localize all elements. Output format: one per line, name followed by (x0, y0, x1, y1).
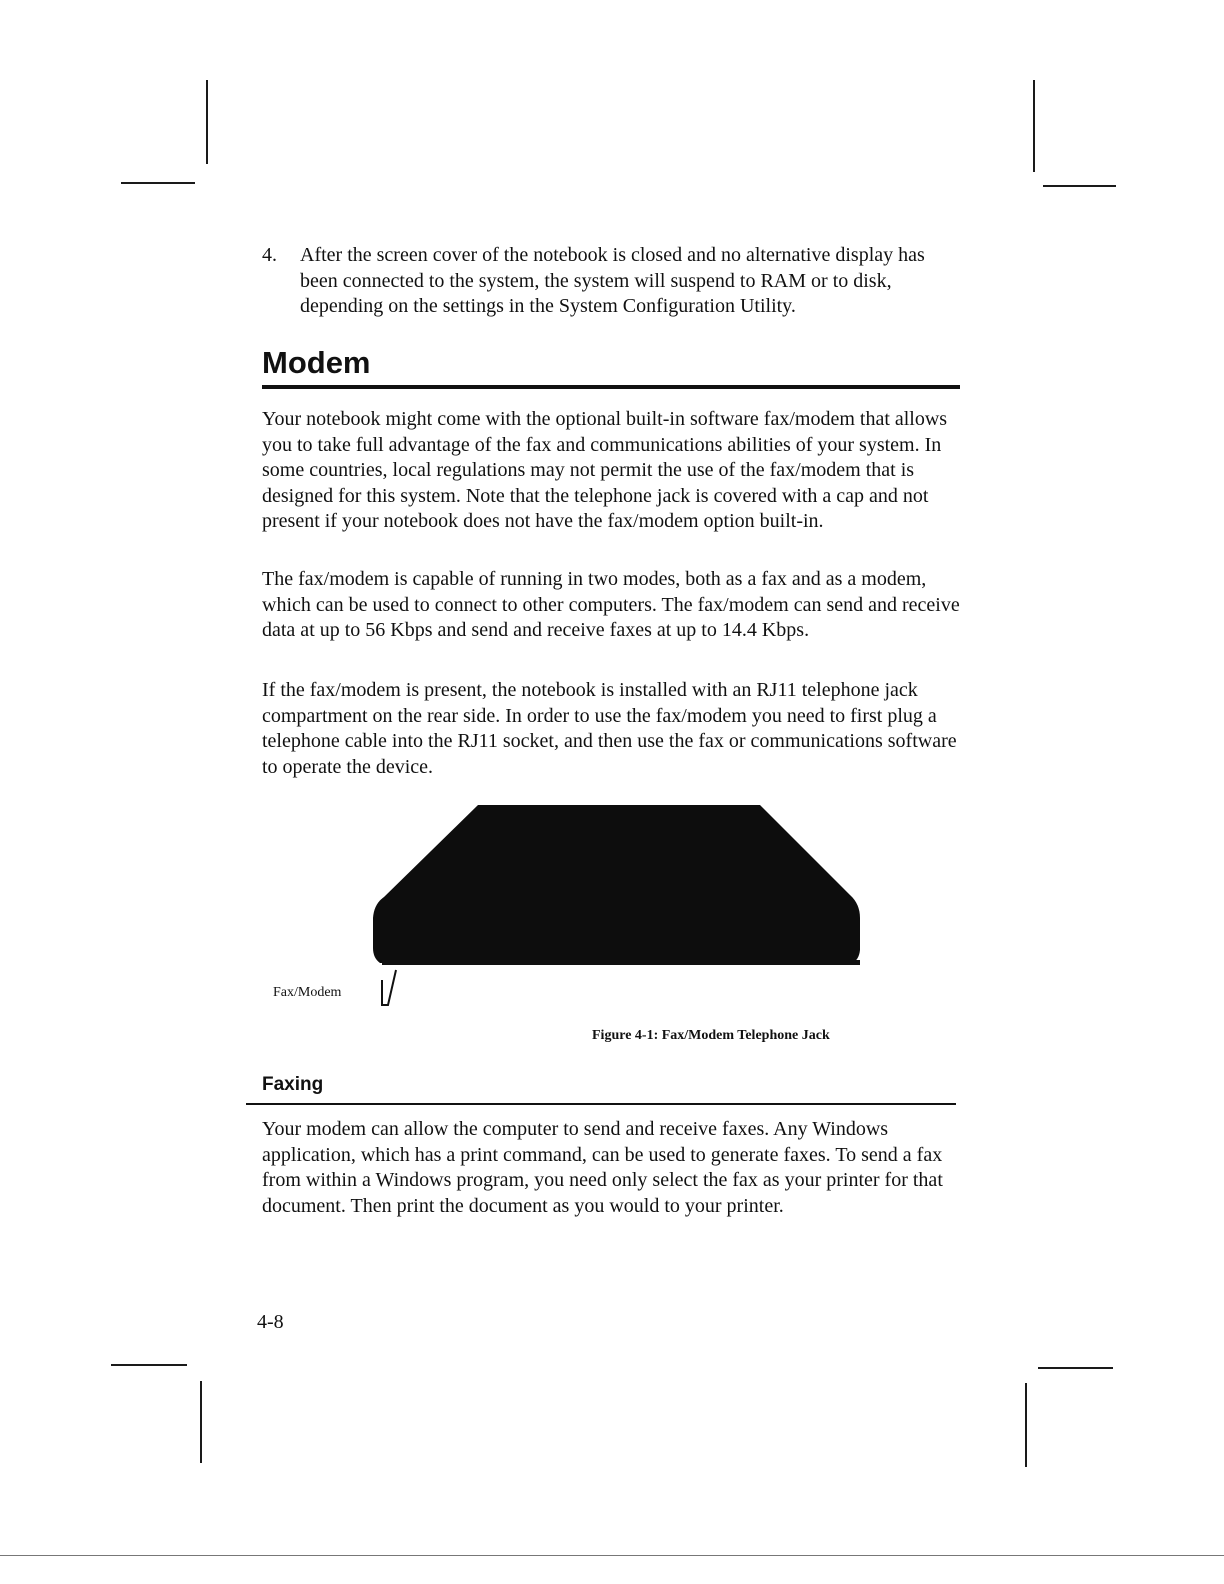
crop-mark-top-right-horizontal (1043, 185, 1116, 187)
paragraph-text: The fax/modem is capable of running in two modes, both as a fax and as a modem, which can be used to connect to other computers. The fax/modem can send and receive data at up to 56 Kbps and send and receive faxes at up to 14.4 Kbps. (262, 568, 960, 641)
subsection-title-faxing: Faxing (262, 1074, 324, 1095)
paragraph-text: Your notebook might come with the optional built-in software fax/modem that allows you to take full advantage of the fax and communications abilities of your system. In some countries, local regulations may not permit the use of the fax/modem that is designed for this system. Note that the telephone jack is covered with a cap and not present if your notebook does not have the fax/modem option built-in. (262, 408, 948, 532)
modem-paragraph-3 (262, 678, 962, 780)
bottom-edge-line (0, 1555, 1224, 1556)
paragraph-text: If the fax/modem is present, the notebook is installed with an RJ11 telephone jack compartment on the rear side. In order to use the fax/modem you need to first plug a telephone cable into the RJ11 socket, and then use the fax or communications software to operate the device. (262, 679, 957, 778)
figure-label: Fax/Modem (273, 985, 342, 1000)
fax-modem-pointer-line (382, 970, 396, 1005)
notebook-base-edge (382, 960, 860, 965)
list-text: After the screen cover of the notebook is closed and no alternative display has been connected to the system, the system will suspend to RAM or to disk, depending on the settings in the System Configuration Utility. (300, 244, 925, 317)
notebook-silhouette (373, 805, 860, 963)
crop-mark-top-left-horizontal (121, 182, 195, 184)
section-title-modem: Modem (262, 345, 371, 380)
faxing-paragraph (262, 1117, 962, 1219)
crop-mark-bottom-left-horizontal (111, 1364, 187, 1366)
figure-caption: Figure 4-1: Fax/Modem Telephone Jack (592, 1028, 830, 1043)
crop-mark-top-right-vertical (1033, 80, 1035, 172)
crop-mark-bottom-right-horizontal (1038, 1367, 1113, 1369)
modem-paragraph-2 (262, 567, 962, 644)
page-number: 4-8 (257, 1311, 284, 1333)
subsection-title-rule (246, 1103, 956, 1105)
crop-mark-top-left-vertical (206, 80, 208, 164)
modem-paragraph-1 (262, 407, 962, 535)
notebook-rear-figure (360, 800, 880, 1025)
paragraph-text: Your modem can allow the computer to send and receive faxes. Any Windows application, which has a print command, can be used to generate faxes. To send a fax from within a Windows program, you need only select the fax as your printer for that document. Then print the document as you would to your printer. (262, 1118, 943, 1217)
section-title-rule (262, 385, 960, 389)
list-number: 4. (262, 244, 277, 266)
crop-mark-bottom-right-vertical (1025, 1383, 1027, 1467)
crop-mark-bottom-left-vertical (200, 1381, 202, 1463)
